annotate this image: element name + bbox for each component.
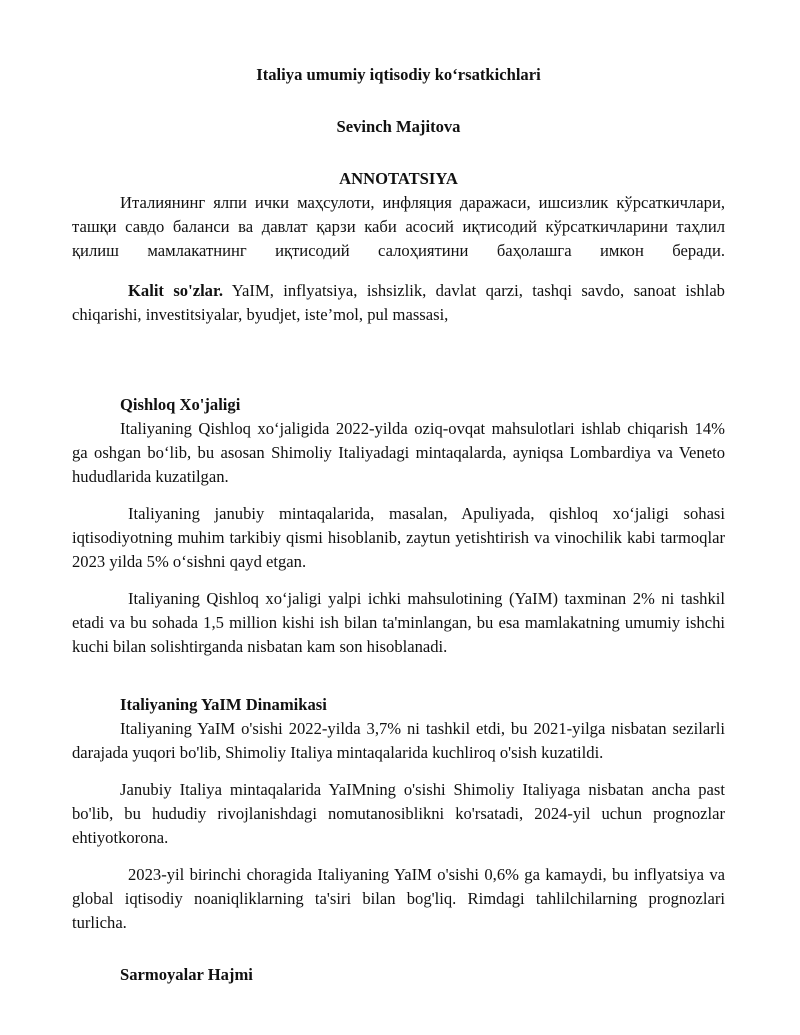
section-heading-gdp-dynamics: Italiyaning YaIM Dinamikasi — [120, 695, 327, 714]
section-heading-agriculture: Qishloq Xo'jaligi — [120, 395, 241, 414]
document-title: Italiya umumiy iqtisodiy koʻrsatkichlari — [256, 65, 541, 84]
keywords-paragraph — [72, 279, 725, 327]
paragraph: 2023-yil birinchi choragida Italiyaning YaIM o'sishi 0,6% ga kamaydi, bu inflyatsiya va global iqtisodiy noaniqliklarning ta'siri bilan bog'liq. Rimdagi tahlilchilarning prognozlari turlicha. — [72, 865, 725, 932]
keywords-label: Kalit so'zlar. — [128, 281, 223, 300]
section-heading-investments: Sarmoyalar Hajmi — [120, 965, 253, 984]
paragraph: Italiyaning Qishloq xoʻjaligida 2022-yilda oziq-ovqat mahsulotlari ishlab chiqarish 14% ga oshgan boʻlib, bu asosan Shimoliy Italiyadagi mintaqalarda, ayniqsa Lombardiya va Veneto hududlarida kuzatilgan. — [72, 419, 725, 486]
annotation-heading: ANNOTATSIYA — [339, 169, 458, 188]
paragraph: Italiyaning YaIM o'sishi 2022-yilda 3,7% ni tashkil etdi, bu 2021-yilga nisbatan sezilarli darajada yuqori bo'lib, Shimoliy Italiya mintaqalarida kuchliroq o'sish kuzatildi. — [72, 719, 725, 762]
author-name: Sevinch Majitova — [336, 117, 461, 136]
annotation-text: Италиянинг ялпи ички маҳсулоти, инфляция даражаси, ишсизлик кўрсаткичлари, ташқи савдо баланси ва давлат қарзи каби асосий иқтисодий кўрсаткичларини таҳлил қилиш мамлакатнинг иқтисодий салоҳиятини баҳолашга имкон беради. — [72, 193, 725, 260]
paragraph: Italiyaning Qishloq xoʻjaligi yalpi ichki mahsulotining (YaIM) taxminan 2% ni tashkil etadi va bu sohada 1,5 million kishi ish bilan ta'minlangan, bu esa mamlakatning umumiy ishchi kuchi bilan solishtirganda nisbatan kam son hisoblanadi. — [72, 589, 725, 656]
paragraph: Janubiy Italiya mintaqalarida YaIMning o'sishi Shimoliy Italiyaga nisbatan ancha past bo'lib, bu hududiy rivojlanishdagi nomutanosiblikni ko'rsatadi, 2024-yil uchun prognozlar ehtiyotkorona. — [72, 780, 725, 847]
keywords-text: YaIM, inflyatsiya, ishsizlik, davlat qarzi, tashqi savdo, sanoat ishlab chiqarishi, investitsiyalar, byudjet, iste’mol, pul massasi, — [72, 281, 725, 324]
paragraph: Italiyaning janubiy mintaqalarida, masalan, Apuliyada, qishloq xoʻjaligi sohasi iqtisodiyotning muhim tarkibiy qismi hisoblanib, zaytun yetishtirish va vinochilik kabi tarmoqlar 2023 yilda 5% oʻsishni qayd etgan. — [72, 504, 725, 571]
